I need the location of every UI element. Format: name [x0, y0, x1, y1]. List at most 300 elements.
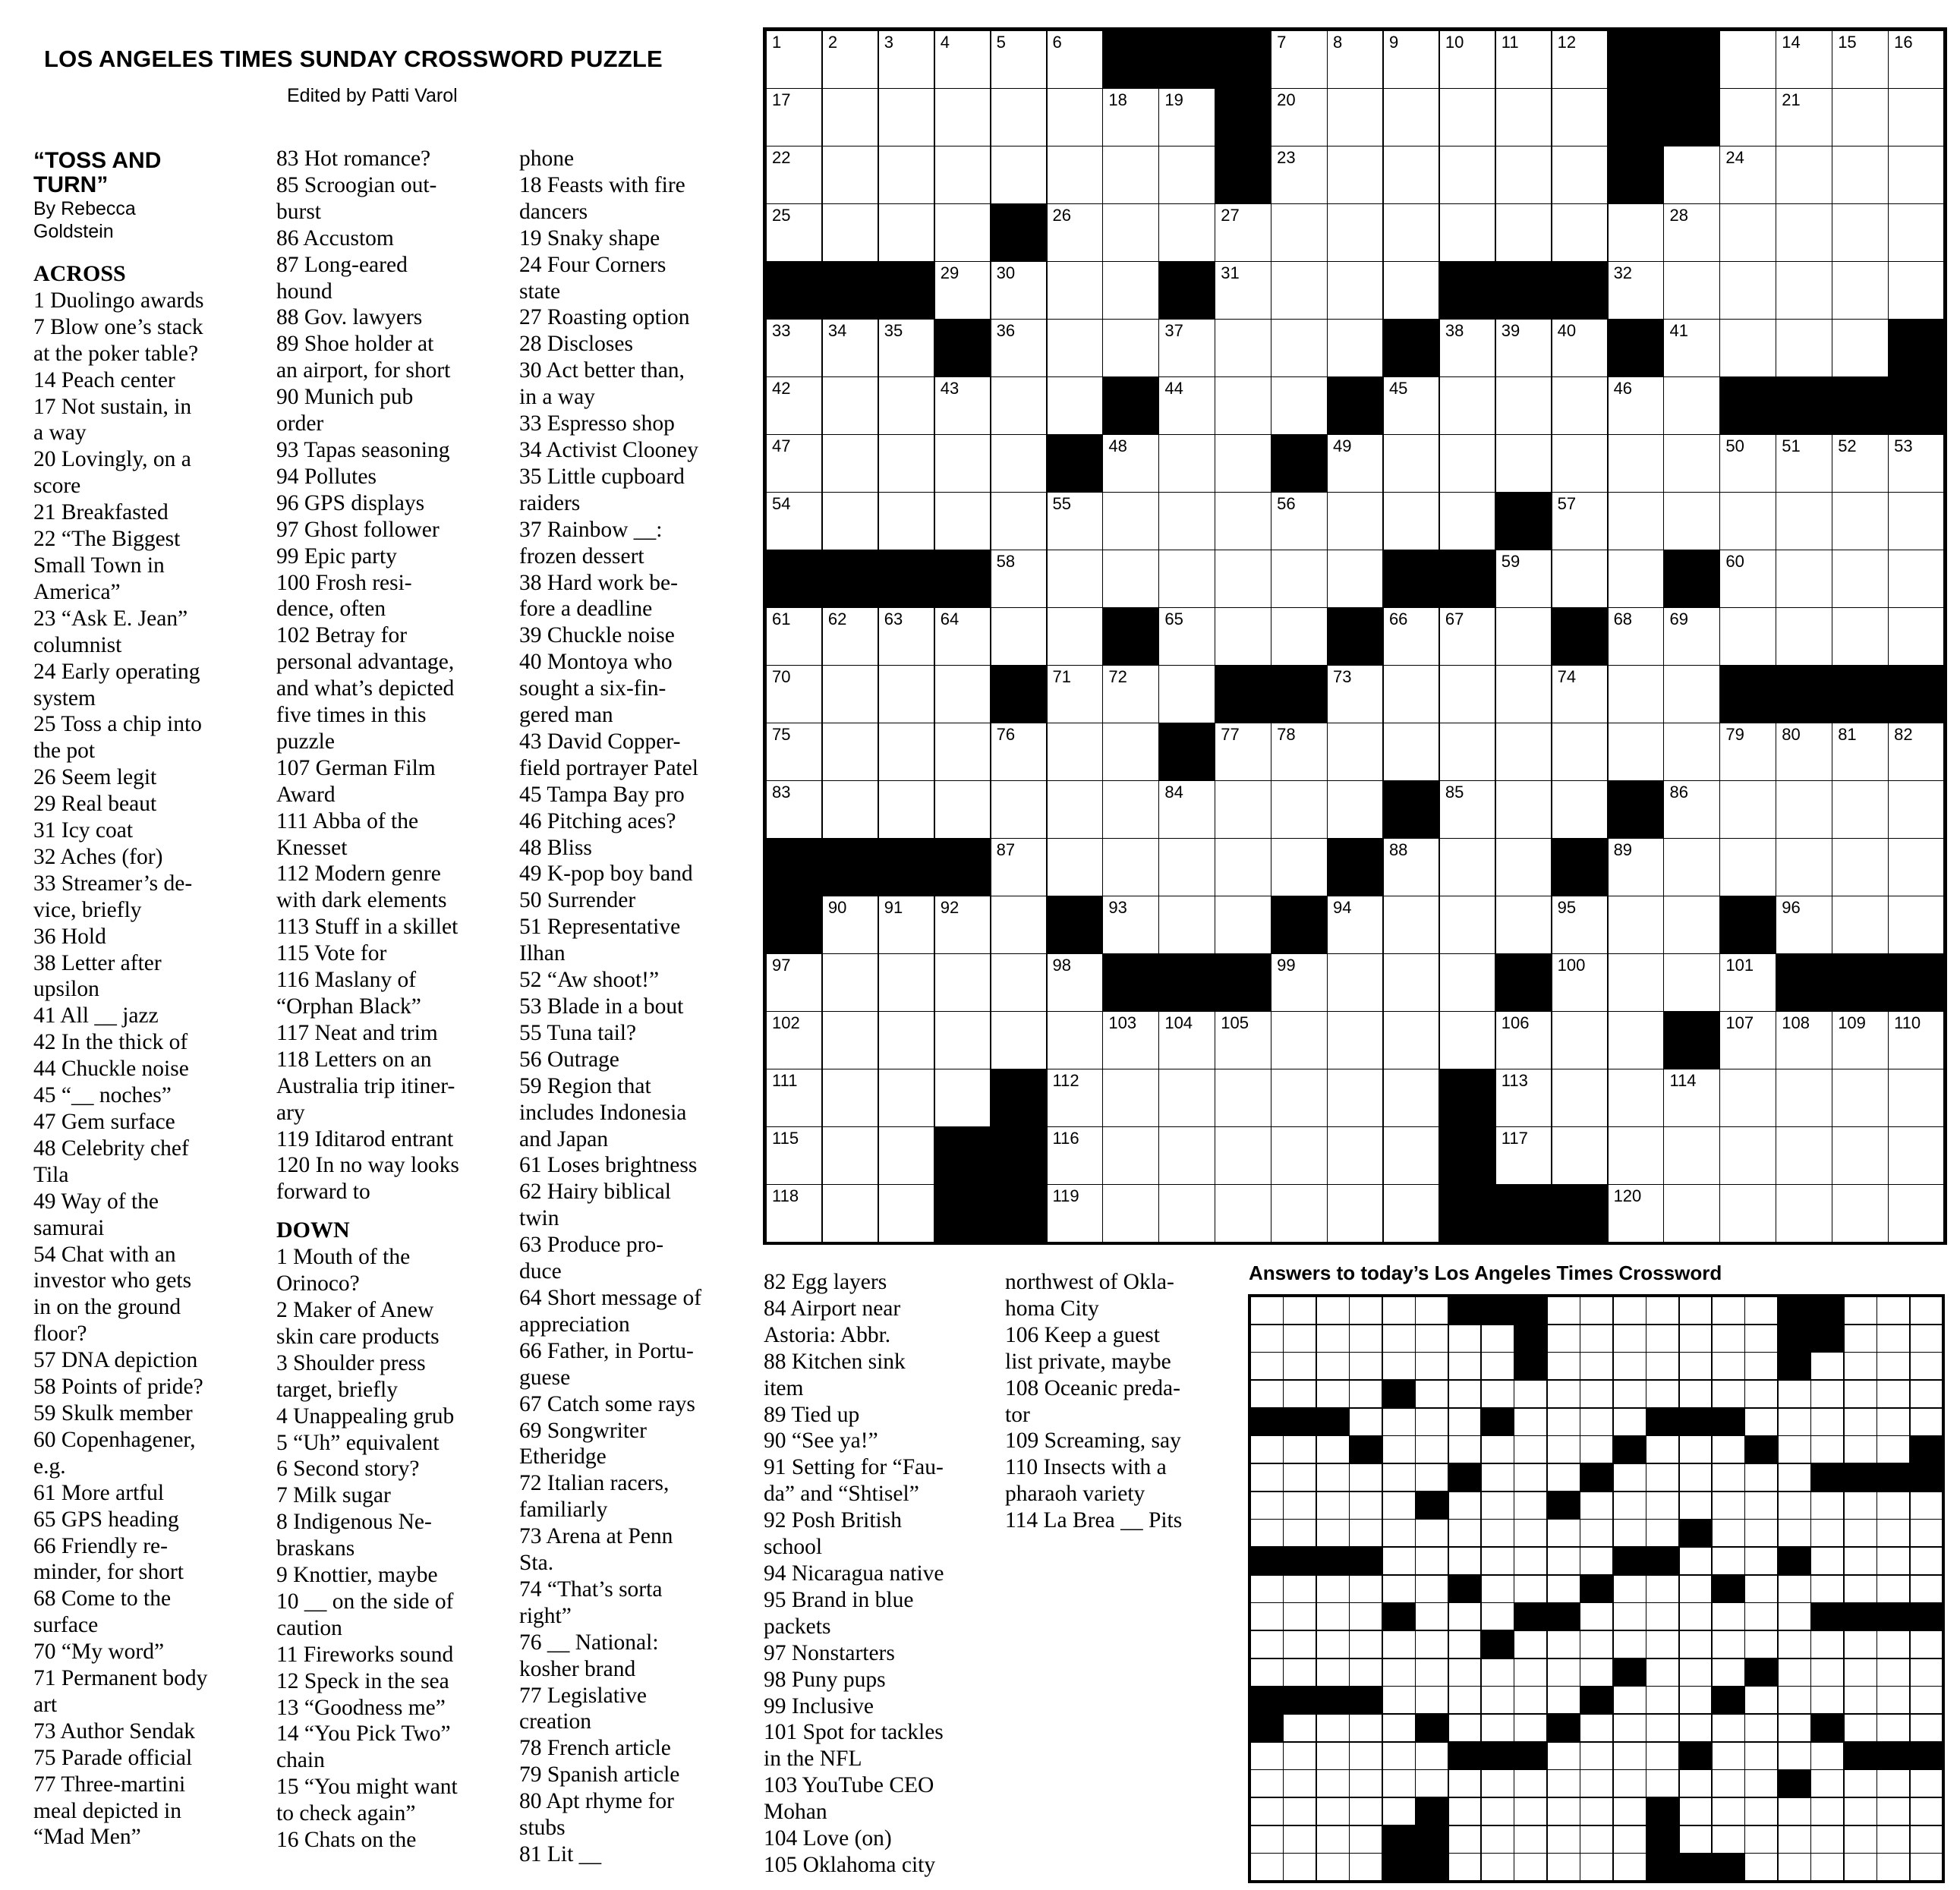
grid-square[interactable] — [1719, 88, 1776, 146]
grid-square[interactable] — [1719, 953, 1776, 1012]
grid-square[interactable] — [1719, 1126, 1776, 1185]
grid-square[interactable] — [1102, 1126, 1158, 1185]
grid-square[interactable] — [1663, 261, 1719, 320]
grid-square[interactable] — [822, 780, 878, 839]
grid-square[interactable] — [1047, 723, 1103, 781]
grid-square[interactable] — [766, 88, 822, 146]
grid-square[interactable] — [1271, 607, 1327, 666]
grid-square[interactable] — [934, 492, 991, 550]
grid-square[interactable] — [1495, 203, 1552, 262]
grid-square[interactable] — [1215, 376, 1271, 435]
grid-square[interactable] — [878, 665, 934, 723]
grid-square[interactable] — [1719, 261, 1776, 320]
grid-square[interactable] — [1047, 607, 1103, 666]
grid-square[interactable] — [934, 376, 991, 435]
grid-square[interactable] — [766, 1126, 822, 1185]
grid-square[interactable] — [1888, 550, 1944, 608]
grid-square[interactable] — [766, 203, 822, 262]
grid-square[interactable] — [1832, 492, 1888, 550]
grid-square[interactable] — [1888, 492, 1944, 550]
grid-square[interactable] — [991, 30, 1047, 89]
grid-square[interactable] — [1776, 434, 1832, 493]
grid-square[interactable] — [1327, 896, 1383, 954]
grid-square[interactable] — [1383, 838, 1439, 896]
grid-square[interactable] — [1327, 1184, 1383, 1243]
grid-square[interactable] — [1439, 723, 1495, 781]
grid-square[interactable] — [1158, 319, 1215, 377]
grid-square[interactable] — [1158, 434, 1215, 493]
grid-square[interactable] — [1663, 1069, 1719, 1127]
grid-square[interactable] — [822, 434, 878, 493]
grid-square[interactable] — [1552, 88, 1608, 146]
grid-square[interactable] — [1776, 1126, 1832, 1185]
grid-square[interactable] — [1158, 1184, 1215, 1243]
grid-square[interactable] — [1552, 319, 1608, 377]
grid-square[interactable] — [822, 30, 878, 89]
grid-square[interactable] — [1776, 88, 1832, 146]
grid-square[interactable] — [878, 492, 934, 550]
grid-square[interactable] — [1271, 1011, 1327, 1069]
grid-square[interactable] — [878, 953, 934, 1012]
grid-square[interactable] — [878, 203, 934, 262]
grid-square[interactable] — [1495, 1126, 1552, 1185]
grid-square[interactable] — [1215, 261, 1271, 320]
grid-square[interactable] — [1271, 550, 1327, 608]
grid-square[interactable] — [1158, 665, 1215, 723]
grid-square[interactable] — [822, 953, 878, 1012]
grid-square[interactable] — [1439, 838, 1495, 896]
grid-square[interactable] — [1719, 607, 1776, 666]
grid-square[interactable] — [1832, 146, 1888, 204]
grid-square[interactable] — [822, 665, 878, 723]
grid-square[interactable] — [1776, 550, 1832, 608]
grid-square[interactable] — [991, 146, 1047, 204]
grid-square[interactable] — [1047, 146, 1103, 204]
grid-square[interactable] — [1719, 492, 1776, 550]
grid-square[interactable] — [1102, 203, 1158, 262]
grid-square[interactable] — [934, 780, 991, 839]
grid-square[interactable] — [1888, 780, 1944, 839]
grid-square[interactable] — [1439, 434, 1495, 493]
grid-square[interactable] — [1719, 146, 1776, 204]
grid-square[interactable] — [1383, 1126, 1439, 1185]
grid-square[interactable] — [1271, 1069, 1327, 1127]
grid-square[interactable] — [1047, 953, 1103, 1012]
grid-square[interactable] — [878, 1184, 934, 1243]
grid-square[interactable] — [1719, 319, 1776, 377]
grid-square[interactable] — [991, 838, 1047, 896]
grid-square[interactable] — [1327, 953, 1383, 1012]
grid-square[interactable] — [1102, 550, 1158, 608]
grid-square[interactable] — [822, 1184, 878, 1243]
grid-square[interactable] — [1663, 492, 1719, 550]
grid-square[interactable] — [766, 665, 822, 723]
grid-square[interactable] — [1102, 723, 1158, 781]
grid-square[interactable] — [878, 1126, 934, 1185]
grid-square[interactable] — [1383, 376, 1439, 435]
grid-square[interactable] — [1439, 953, 1495, 1012]
grid-square[interactable] — [1047, 88, 1103, 146]
grid-square[interactable] — [1215, 319, 1271, 377]
grid-square[interactable] — [1552, 1126, 1608, 1185]
grid-square[interactable] — [1719, 550, 1776, 608]
grid-square[interactable] — [1552, 376, 1608, 435]
grid-square[interactable] — [766, 723, 822, 781]
grid-square[interactable] — [1215, 723, 1271, 781]
grid-square[interactable] — [1158, 146, 1215, 204]
grid-square[interactable] — [1776, 780, 1832, 839]
grid-square[interactable] — [991, 550, 1047, 608]
grid-square[interactable] — [1271, 319, 1327, 377]
grid-square[interactable] — [991, 723, 1047, 781]
grid-square[interactable] — [1327, 723, 1383, 781]
grid-square[interactable] — [1552, 434, 1608, 493]
grid-square[interactable] — [1439, 376, 1495, 435]
grid-square[interactable] — [991, 88, 1047, 146]
grid-square[interactable] — [1888, 146, 1944, 204]
grid-square[interactable] — [934, 896, 991, 954]
grid-square[interactable] — [1832, 723, 1888, 781]
grid-square[interactable] — [822, 1069, 878, 1127]
grid-square[interactable] — [1495, 723, 1552, 781]
grid-square[interactable] — [1327, 88, 1383, 146]
grid-square[interactable] — [1776, 1184, 1832, 1243]
grid-square[interactable] — [766, 319, 822, 377]
grid-square[interactable] — [1552, 1069, 1608, 1127]
grid-square[interactable] — [878, 780, 934, 839]
grid-square[interactable] — [1215, 780, 1271, 839]
grid-square[interactable] — [1327, 1069, 1383, 1127]
grid-square[interactable] — [1608, 607, 1664, 666]
grid-square[interactable] — [1327, 1011, 1383, 1069]
grid-square[interactable] — [1102, 319, 1158, 377]
grid-square[interactable] — [1495, 376, 1552, 435]
grid-square[interactable] — [1888, 1184, 1944, 1243]
grid-square[interactable] — [991, 434, 1047, 493]
grid-square[interactable] — [991, 319, 1047, 377]
grid-square[interactable] — [934, 30, 991, 89]
grid-square[interactable] — [1047, 376, 1103, 435]
grid-square[interactable] — [1047, 1011, 1103, 1069]
grid-square[interactable] — [1158, 492, 1215, 550]
grid-square[interactable] — [1271, 780, 1327, 839]
grid-square[interactable] — [1776, 261, 1832, 320]
grid-square[interactable] — [1271, 838, 1327, 896]
grid-square[interactable] — [1439, 492, 1495, 550]
grid-square[interactable] — [1719, 838, 1776, 896]
grid-square[interactable] — [1047, 319, 1103, 377]
grid-square[interactable] — [1776, 30, 1832, 89]
grid-square[interactable] — [1663, 1126, 1719, 1185]
grid-square[interactable] — [1439, 607, 1495, 666]
grid-square[interactable] — [1158, 376, 1215, 435]
grid-square[interactable] — [1832, 607, 1888, 666]
grid-square[interactable] — [1439, 146, 1495, 204]
grid-square[interactable] — [766, 492, 822, 550]
grid-square[interactable] — [1158, 896, 1215, 954]
grid-square[interactable] — [934, 607, 991, 666]
grid-square[interactable] — [1439, 1011, 1495, 1069]
grid-square[interactable] — [1552, 953, 1608, 1012]
grid-square[interactable] — [1215, 434, 1271, 493]
grid-square[interactable] — [1552, 492, 1608, 550]
grid-square[interactable] — [878, 607, 934, 666]
grid-square[interactable] — [991, 953, 1047, 1012]
grid-square[interactable] — [1439, 88, 1495, 146]
grid-square[interactable] — [1663, 665, 1719, 723]
grid-square[interactable] — [1158, 550, 1215, 608]
grid-square[interactable] — [1888, 723, 1944, 781]
grid-square[interactable] — [1327, 261, 1383, 320]
grid-square[interactable] — [1271, 1184, 1327, 1243]
grid-square[interactable] — [1888, 607, 1944, 666]
grid-square[interactable] — [991, 780, 1047, 839]
grid-square[interactable] — [1776, 1069, 1832, 1127]
grid-square[interactable] — [1215, 838, 1271, 896]
grid-square[interactable] — [1271, 88, 1327, 146]
grid-square[interactable] — [1608, 1069, 1664, 1127]
grid-square[interactable] — [1888, 1126, 1944, 1185]
grid-square[interactable] — [1383, 146, 1439, 204]
grid-square[interactable] — [1888, 30, 1944, 89]
grid-square[interactable] — [1719, 780, 1776, 839]
grid-square[interactable] — [1776, 319, 1832, 377]
grid-square[interactable] — [1832, 88, 1888, 146]
grid-square[interactable] — [1439, 896, 1495, 954]
grid-square[interactable] — [1832, 30, 1888, 89]
grid-square[interactable] — [1215, 896, 1271, 954]
grid-square[interactable] — [1552, 146, 1608, 204]
grid-square[interactable] — [1158, 203, 1215, 262]
grid-square[interactable] — [934, 88, 991, 146]
grid-square[interactable] — [1495, 896, 1552, 954]
grid-square[interactable] — [1663, 838, 1719, 896]
grid-square[interactable] — [1102, 896, 1158, 954]
grid-square[interactable] — [822, 88, 878, 146]
grid-square[interactable] — [1047, 838, 1103, 896]
grid-square[interactable] — [1102, 665, 1158, 723]
grid-square[interactable] — [1047, 492, 1103, 550]
grid-square[interactable] — [1776, 723, 1832, 781]
grid-square[interactable] — [991, 1011, 1047, 1069]
grid-square[interactable] — [1102, 261, 1158, 320]
grid-square[interactable] — [934, 1069, 991, 1127]
grid-square[interactable] — [1102, 146, 1158, 204]
grid-square[interactable] — [1327, 550, 1383, 608]
grid-square[interactable] — [1327, 780, 1383, 839]
grid-square[interactable] — [1327, 1126, 1383, 1185]
grid-square[interactable] — [1215, 1184, 1271, 1243]
grid-square[interactable] — [1271, 492, 1327, 550]
grid-square[interactable] — [1383, 434, 1439, 493]
grid-square[interactable] — [1327, 30, 1383, 89]
grid-square[interactable] — [1271, 723, 1327, 781]
grid-square[interactable] — [878, 376, 934, 435]
grid-square[interactable] — [1102, 1184, 1158, 1243]
grid-square[interactable] — [1383, 88, 1439, 146]
grid-square[interactable] — [1383, 1011, 1439, 1069]
grid-square[interactable] — [1495, 665, 1552, 723]
grid-square[interactable] — [1215, 1126, 1271, 1185]
grid-square[interactable] — [766, 376, 822, 435]
grid-square[interactable] — [1832, 434, 1888, 493]
grid-square[interactable] — [1663, 607, 1719, 666]
grid-square[interactable] — [1888, 203, 1944, 262]
grid-square[interactable] — [1383, 492, 1439, 550]
grid-square[interactable] — [1495, 146, 1552, 204]
grid-square[interactable] — [1495, 780, 1552, 839]
grid-square[interactable] — [1495, 607, 1552, 666]
grid-square[interactable] — [934, 434, 991, 493]
grid-square[interactable] — [1832, 319, 1888, 377]
grid-square[interactable] — [766, 1069, 822, 1127]
grid-square[interactable] — [1663, 319, 1719, 377]
grid-square[interactable] — [1271, 30, 1327, 89]
grid-square[interactable] — [1383, 953, 1439, 1012]
grid-square[interactable] — [1832, 203, 1888, 262]
grid-square[interactable] — [1663, 1184, 1719, 1243]
grid-square[interactable] — [766, 434, 822, 493]
grid-square[interactable] — [1495, 319, 1552, 377]
grid-square[interactable] — [878, 319, 934, 377]
grid-square[interactable] — [1271, 203, 1327, 262]
grid-square[interactable] — [1719, 723, 1776, 781]
grid-square[interactable] — [878, 723, 934, 781]
grid-square[interactable] — [1608, 838, 1664, 896]
grid-square[interactable] — [1327, 492, 1383, 550]
grid-square[interactable] — [1495, 838, 1552, 896]
grid-square[interactable] — [1552, 780, 1608, 839]
grid-square[interactable] — [1439, 780, 1495, 839]
grid-square[interactable] — [1271, 1126, 1327, 1185]
grid-square[interactable] — [934, 146, 991, 204]
grid-square[interactable] — [1888, 1011, 1944, 1069]
grid-square[interactable] — [1608, 550, 1664, 608]
grid-square[interactable] — [766, 953, 822, 1012]
grid-square[interactable] — [878, 88, 934, 146]
grid-square[interactable] — [822, 1011, 878, 1069]
grid-square[interactable] — [1608, 434, 1664, 493]
grid-square[interactable] — [1552, 723, 1608, 781]
grid-square[interactable] — [1608, 492, 1664, 550]
grid-square[interactable] — [822, 319, 878, 377]
grid-square[interactable] — [1383, 1184, 1439, 1243]
grid-square[interactable] — [1832, 550, 1888, 608]
grid-square[interactable] — [1776, 607, 1832, 666]
grid-square[interactable] — [1158, 1069, 1215, 1127]
grid-square[interactable] — [1832, 1069, 1888, 1127]
grid-square[interactable] — [1439, 319, 1495, 377]
grid-square[interactable] — [1215, 550, 1271, 608]
grid-square[interactable] — [1215, 1011, 1271, 1069]
grid-square[interactable] — [1102, 838, 1158, 896]
grid-square[interactable] — [1608, 896, 1664, 954]
grid-square[interactable] — [1832, 261, 1888, 320]
grid-square[interactable] — [766, 1011, 822, 1069]
grid-square[interactable] — [878, 146, 934, 204]
grid-square[interactable] — [822, 723, 878, 781]
grid-square[interactable] — [1719, 434, 1776, 493]
grid-square[interactable] — [1832, 896, 1888, 954]
grid-square[interactable] — [1663, 146, 1719, 204]
grid-square[interactable] — [1327, 665, 1383, 723]
grid-square[interactable] — [1327, 203, 1383, 262]
grid-square[interactable] — [878, 434, 934, 493]
grid-square[interactable] — [1102, 492, 1158, 550]
grid-square[interactable] — [991, 896, 1047, 954]
grid-square[interactable] — [991, 492, 1047, 550]
grid-square[interactable] — [1776, 1011, 1832, 1069]
grid-square[interactable] — [1719, 1184, 1776, 1243]
grid-square[interactable] — [1158, 1126, 1215, 1185]
grid-square[interactable] — [766, 1184, 822, 1243]
grid-square[interactable] — [1888, 838, 1944, 896]
grid-square[interactable] — [1719, 1011, 1776, 1069]
grid-square[interactable] — [1719, 1069, 1776, 1127]
grid-square[interactable] — [1495, 550, 1552, 608]
grid-square[interactable] — [822, 896, 878, 954]
grid-square[interactable] — [1888, 88, 1944, 146]
grid-square[interactable] — [1552, 550, 1608, 608]
grid-square[interactable] — [1158, 780, 1215, 839]
grid-square[interactable] — [1158, 607, 1215, 666]
grid-square[interactable] — [1608, 261, 1664, 320]
grid-square[interactable] — [1215, 492, 1271, 550]
grid-square[interactable] — [1608, 665, 1664, 723]
grid-square[interactable] — [766, 146, 822, 204]
grid-square[interactable] — [1383, 723, 1439, 781]
grid-square[interactable] — [1552, 30, 1608, 89]
grid-square[interactable] — [1608, 376, 1664, 435]
grid-square[interactable] — [766, 30, 822, 89]
grid-square[interactable] — [1776, 896, 1832, 954]
grid-square[interactable] — [1271, 261, 1327, 320]
grid-square[interactable] — [766, 607, 822, 666]
grid-square[interactable] — [1047, 780, 1103, 839]
grid-square[interactable] — [1608, 203, 1664, 262]
grid-square[interactable] — [1888, 261, 1944, 320]
grid-square[interactable] — [1719, 203, 1776, 262]
grid-square[interactable] — [1776, 492, 1832, 550]
grid-square[interactable] — [1102, 1069, 1158, 1127]
grid-square[interactable] — [1719, 30, 1776, 89]
grid-square[interactable] — [1608, 723, 1664, 781]
grid-square[interactable] — [1888, 896, 1944, 954]
grid-square[interactable] — [1383, 665, 1439, 723]
grid-square[interactable] — [1552, 1011, 1608, 1069]
grid-square[interactable] — [1608, 1184, 1664, 1243]
grid-square[interactable] — [1383, 203, 1439, 262]
grid-square[interactable] — [1327, 434, 1383, 493]
grid-square[interactable] — [1158, 1011, 1215, 1069]
grid-square[interactable] — [1495, 1011, 1552, 1069]
grid-square[interactable] — [1608, 1011, 1664, 1069]
grid-square[interactable] — [1495, 434, 1552, 493]
grid-square[interactable] — [1102, 434, 1158, 493]
grid-square[interactable] — [1663, 376, 1719, 435]
grid-square[interactable] — [1552, 896, 1608, 954]
grid-square[interactable] — [1663, 953, 1719, 1012]
grid-square[interactable] — [1383, 1069, 1439, 1127]
grid-square[interactable] — [991, 607, 1047, 666]
grid-square[interactable] — [822, 1126, 878, 1185]
grid-square[interactable] — [1215, 203, 1271, 262]
grid-square[interactable] — [934, 1011, 991, 1069]
grid-square[interactable] — [1552, 665, 1608, 723]
grid-square[interactable] — [1832, 1184, 1888, 1243]
grid-square[interactable] — [1663, 203, 1719, 262]
grid-square[interactable] — [1215, 607, 1271, 666]
